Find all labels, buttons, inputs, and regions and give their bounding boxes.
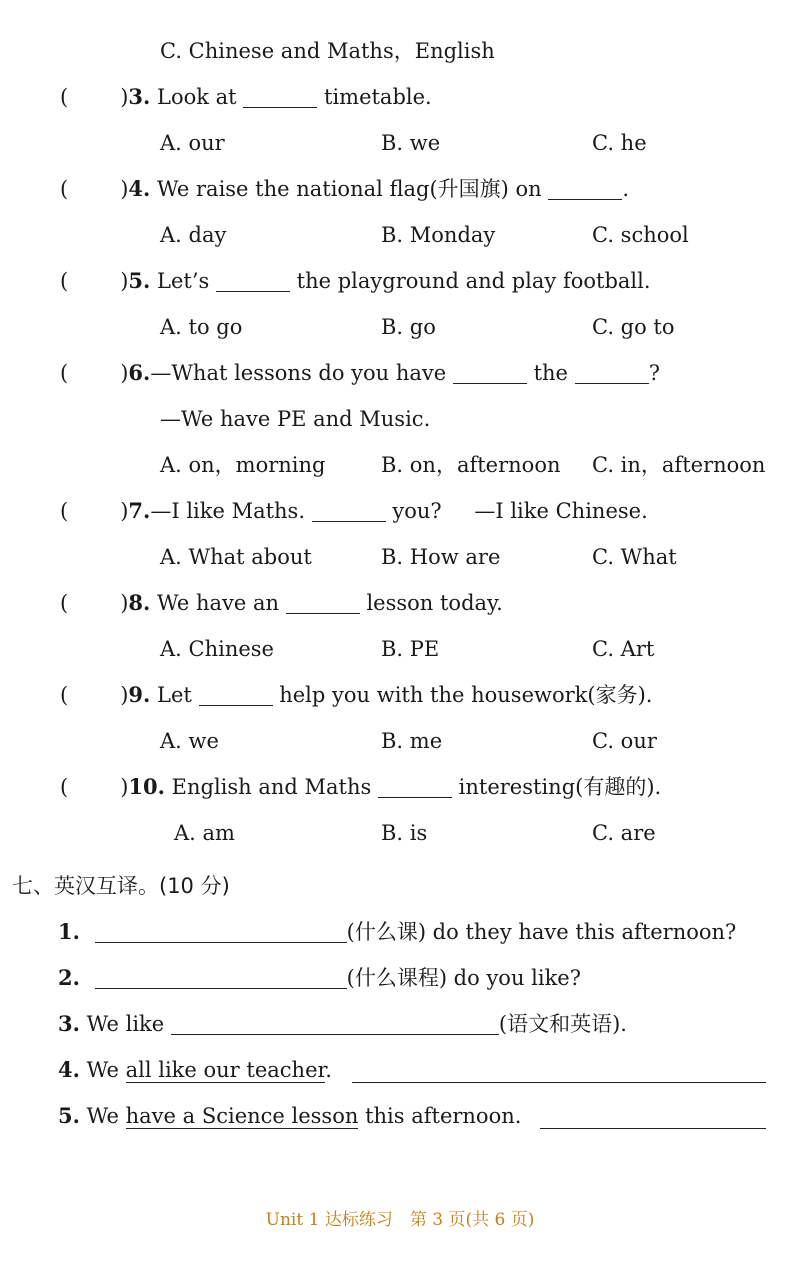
answer-blank xyxy=(216,269,290,292)
option-b: B. go xyxy=(381,315,436,339)
option-b: B. Monday xyxy=(381,223,496,247)
question-4 xyxy=(60,176,629,202)
answer-paren-left: ( xyxy=(60,361,69,385)
option-a: A. What about xyxy=(160,545,312,569)
option-c: C. What xyxy=(592,545,677,569)
question-8 xyxy=(60,590,503,616)
answer-blank xyxy=(548,177,622,200)
question-6 xyxy=(60,360,660,386)
option-b: B. we xyxy=(381,131,441,155)
question-text: We have an xyxy=(157,591,280,615)
option-b: B. me xyxy=(381,729,443,753)
option-c: C. Art xyxy=(592,637,655,661)
translation-item-4 xyxy=(58,1057,332,1083)
question-number: 4. xyxy=(128,176,151,201)
item-text: this afternoon. xyxy=(365,1104,522,1128)
answer-blank xyxy=(453,361,527,384)
page-footer: Unit 1 达标练习 第 3 页(共 6 页) xyxy=(265,1210,535,1230)
option-c: C. go to xyxy=(592,315,675,339)
item-number: 3. xyxy=(58,1011,80,1036)
item-number: 1. xyxy=(58,919,80,944)
answer-paren-right: ) xyxy=(120,269,129,293)
answer-paren-left: ( xyxy=(60,499,69,523)
item-text: . xyxy=(325,1058,332,1082)
question-9 xyxy=(60,682,652,708)
question-10 xyxy=(60,774,661,800)
question-text: the playground and play football. xyxy=(296,269,651,293)
question-text: —What lessons do you have xyxy=(150,361,447,385)
question-text: help you with the housework(家务). xyxy=(279,683,653,707)
question-number: 10. xyxy=(128,774,165,799)
question-number: 6. xyxy=(128,360,151,385)
answer-paren-left: ( xyxy=(60,775,69,799)
answer-paren-right: ) xyxy=(120,85,129,109)
section-heading: 七、英汉互译。(10 分) xyxy=(12,874,230,898)
item-number: 5. xyxy=(58,1103,80,1128)
answer-blank xyxy=(575,361,649,384)
option-c: C. are xyxy=(592,821,656,845)
answer-blank xyxy=(95,966,347,989)
question-number: 8. xyxy=(128,590,151,615)
answer-paren-right: ) xyxy=(120,361,129,385)
option-a: A. our xyxy=(160,131,225,155)
question-7 xyxy=(60,498,648,524)
question-text: Let xyxy=(157,683,192,707)
answer-paren-right: ) xyxy=(120,775,129,799)
answer-paren-left: ( xyxy=(60,177,69,201)
option-c: C. school xyxy=(592,223,689,247)
option-a: A. day xyxy=(160,223,227,247)
option-b: B. PE xyxy=(381,637,440,661)
question-text: interesting(有趣的). xyxy=(458,775,662,799)
question-text: ? xyxy=(648,361,660,385)
option-c: C. our xyxy=(592,729,657,753)
answer-blank xyxy=(286,591,360,614)
answer-paren-right: ) xyxy=(120,683,129,707)
question-text: the xyxy=(533,361,568,385)
option-a: A. am xyxy=(174,821,235,845)
answer-line xyxy=(352,1082,766,1083)
question-text: English and Maths xyxy=(171,775,372,799)
question-text: you? xyxy=(392,499,442,523)
item-text: (什么课程) do you like? xyxy=(346,966,581,990)
option-c: C. in，afternoon xyxy=(592,453,766,477)
answer-paren-right: ) xyxy=(120,591,129,615)
answer-paren-left: ( xyxy=(60,85,69,109)
question-text: Look at xyxy=(157,85,237,109)
answer-blank xyxy=(171,1012,499,1035)
item-text: We xyxy=(86,1104,119,1128)
answer-paren-right: ) xyxy=(120,177,129,201)
option-a: A. on，morning xyxy=(160,453,326,477)
translation-item-5 xyxy=(58,1103,521,1129)
question-text: lesson today. xyxy=(366,591,503,615)
translation-item-3 xyxy=(58,1011,627,1037)
option-a: A. we xyxy=(160,729,219,753)
item-text: (语文和英语). xyxy=(498,1012,627,1036)
question-text: We raise the national flag(升国旗) on xyxy=(157,177,542,201)
translation-item-2 xyxy=(58,965,581,991)
question-number: 9. xyxy=(128,682,151,707)
question-text: —I like Maths. xyxy=(150,499,306,523)
option-b: B. How are xyxy=(381,545,501,569)
underlined-phrase: all like our teacher xyxy=(125,1058,326,1082)
option-c-q2: C. Chinese and Maths，English xyxy=(160,39,495,63)
item-text: (什么课) do they have this afternoon? xyxy=(346,920,737,944)
question-number: 3. xyxy=(128,84,151,109)
answer-blank xyxy=(199,683,273,706)
answer-paren-right: ) xyxy=(120,499,129,523)
question-3 xyxy=(60,84,432,110)
answer-blank xyxy=(312,499,386,522)
question-number: 5. xyxy=(128,268,151,293)
option-b: B. on，afternoon xyxy=(381,453,561,477)
answer-blank xyxy=(95,920,347,943)
answer-line xyxy=(540,1128,766,1129)
question-number: 7. xyxy=(128,498,151,523)
question-5 xyxy=(60,268,651,294)
question-text: timetable. xyxy=(324,85,432,109)
answer-paren-left: ( xyxy=(60,683,69,707)
answer-blank xyxy=(378,775,452,798)
answer-blank xyxy=(243,85,317,108)
option-b: B. is xyxy=(381,821,428,845)
question-text: Let’s xyxy=(157,269,210,293)
question-reply: —I like Chinese. xyxy=(474,499,648,523)
underlined-phrase: have a Science lesson xyxy=(125,1104,359,1128)
item-text: We like xyxy=(86,1012,165,1036)
option-c: C. he xyxy=(592,131,647,155)
question-6-reply: —We have PE and Music. xyxy=(160,407,431,431)
item-text: We xyxy=(86,1058,119,1082)
translation-item-1 xyxy=(58,919,736,945)
option-a: A. Chinese xyxy=(160,637,274,661)
question-text: . xyxy=(622,177,630,201)
answer-paren-left: ( xyxy=(60,269,69,293)
item-number: 4. xyxy=(58,1057,80,1082)
option-a: A. to go xyxy=(160,315,243,339)
item-number: 2. xyxy=(58,965,80,990)
answer-paren-left: ( xyxy=(60,591,69,615)
